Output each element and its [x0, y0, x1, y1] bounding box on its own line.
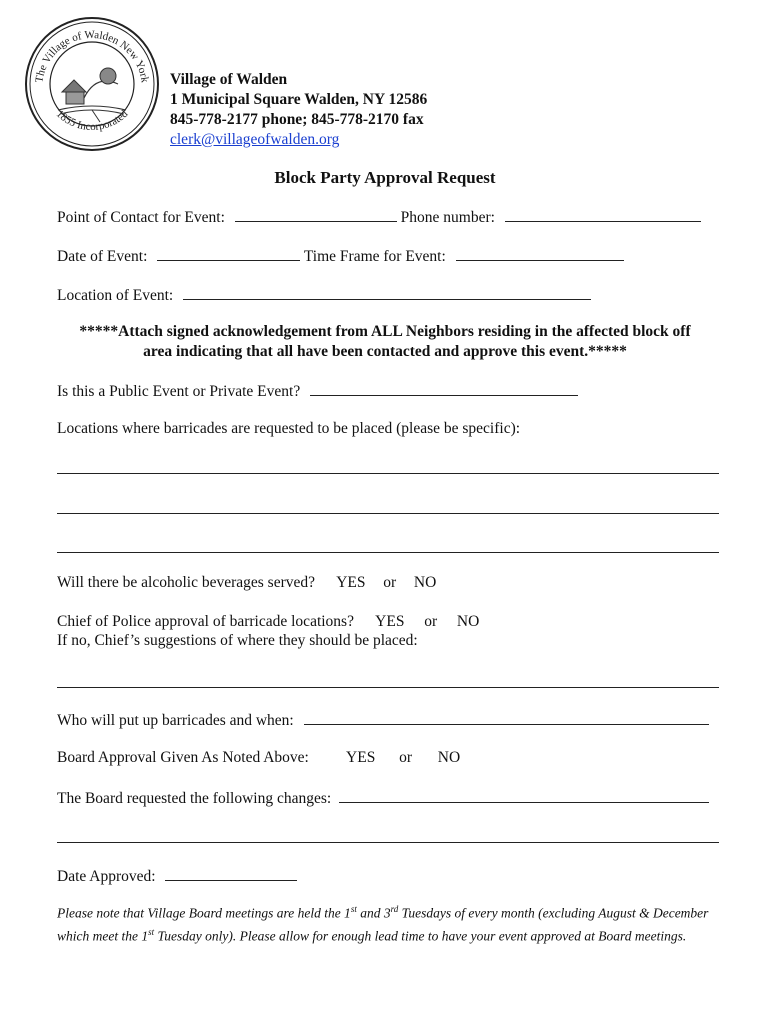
who-label: Who will put up barricades and when:: [57, 712, 294, 729]
changes-field[interactable]: [339, 788, 709, 803]
date-row: [57, 246, 624, 266]
village-seal-logo: [22, 14, 162, 154]
letterhead: [170, 70, 427, 150]
contact-label: Point of Contact for Event:: [57, 209, 225, 226]
contact-field[interactable]: [235, 207, 397, 222]
date-field[interactable]: [157, 246, 300, 261]
barricade-locations-line-3[interactable]: [57, 552, 719, 553]
org-phone-fax: 845-778-2177 phone; 845-778-2170 fax: [170, 111, 424, 128]
note-text-4: Tuesday only). Please allow for enough lead time to have your event approved at Board meetings.: [154, 928, 687, 943]
phone-field[interactable]: [505, 207, 701, 222]
police-yes-option[interactable]: YES: [375, 613, 405, 630]
seal-bottom-text: 1855 Incorporated: [53, 107, 131, 134]
date-label: Date of Event:: [57, 248, 148, 265]
attach-notice-line1: *****Attach signed acknowledgement from ALL Neighbors residing in the affected block off: [79, 323, 691, 340]
note-sup-2: rd: [390, 904, 399, 914]
org-name: Village of Walden: [170, 71, 288, 88]
date-approved-field[interactable]: [165, 866, 297, 881]
barricade-locations-label: Locations where barricades are requested to be placed (please be specific):: [57, 420, 521, 437]
police-no-option[interactable]: NO: [456, 613, 480, 630]
board-row: [57, 749, 460, 767]
org-address: 1 Municipal Square Walden, NY 12586: [170, 91, 428, 108]
timeframe-field[interactable]: [456, 246, 624, 261]
police-or-text: or: [424, 613, 438, 630]
location-label: Location of Event:: [57, 287, 174, 304]
timeframe-label: Time Frame for Event:: [303, 248, 446, 265]
alcohol-or-text: or: [383, 574, 397, 591]
note-text-1: Please note that Village Board meetings are held the 1: [57, 905, 351, 921]
public-private-label: Is this a Public Event or Private Event?: [57, 383, 301, 400]
meeting-note: [57, 900, 729, 945]
public-private-field[interactable]: [310, 381, 578, 396]
board-or-text: or: [399, 749, 413, 766]
barricade-locations-line-2[interactable]: [57, 513, 719, 514]
note-sup-3: st: [148, 926, 155, 937]
police-label: Chief of Police approval of barricade locations?: [57, 613, 354, 630]
changes-row: [57, 788, 709, 808]
board-label: Board Approval Given As Noted Above:: [57, 749, 309, 766]
barricade-locations-line-1[interactable]: [57, 473, 719, 474]
note-text-3: Tuesdays of every month (excluding August & December which meet the 1: [57, 905, 709, 943]
alcohol-row: [57, 574, 436, 592]
attach-notice-line2: area indicating that all have been contacted and approve this event.*****: [143, 343, 627, 360]
seal-top-text: The Village of Walden New York: [33, 28, 151, 84]
note-sup-1: st: [350, 904, 357, 914]
changes-label: The Board requested the following changes:: [57, 790, 332, 807]
board-no-option[interactable]: NO: [437, 749, 461, 766]
police-suggestion-label: If no, Chief’s suggestions of where they should be placed:: [57, 632, 418, 649]
police-suggestion-line[interactable]: [57, 687, 719, 688]
board-yes-option[interactable]: YES: [346, 749, 376, 766]
contact-row: [57, 207, 701, 227]
svg-text:1855 Incorporated: [54, 108, 131, 133]
phone-label: Phone number:: [400, 209, 495, 226]
changes-line-2[interactable]: [57, 842, 719, 843]
police-row: [57, 613, 479, 631]
who-row: [57, 710, 709, 730]
date-approved-label: Date Approved:: [57, 868, 156, 885]
alcohol-yes-option[interactable]: YES: [336, 574, 366, 591]
alcohol-no-option[interactable]: NO: [413, 574, 437, 591]
public-private-row: [57, 381, 578, 401]
alcohol-label: Will there be alcoholic beverages served?: [57, 574, 316, 591]
date-approved-row: [57, 866, 297, 886]
email-link[interactable]: clerk@villageofwalden.org: [170, 131, 340, 148]
location-field[interactable]: [183, 285, 591, 300]
page-title: Block Party Approval Request: [274, 168, 496, 187]
location-row: [57, 285, 591, 305]
note-text-2: and 3: [356, 905, 391, 921]
who-field[interactable]: [304, 710, 709, 725]
